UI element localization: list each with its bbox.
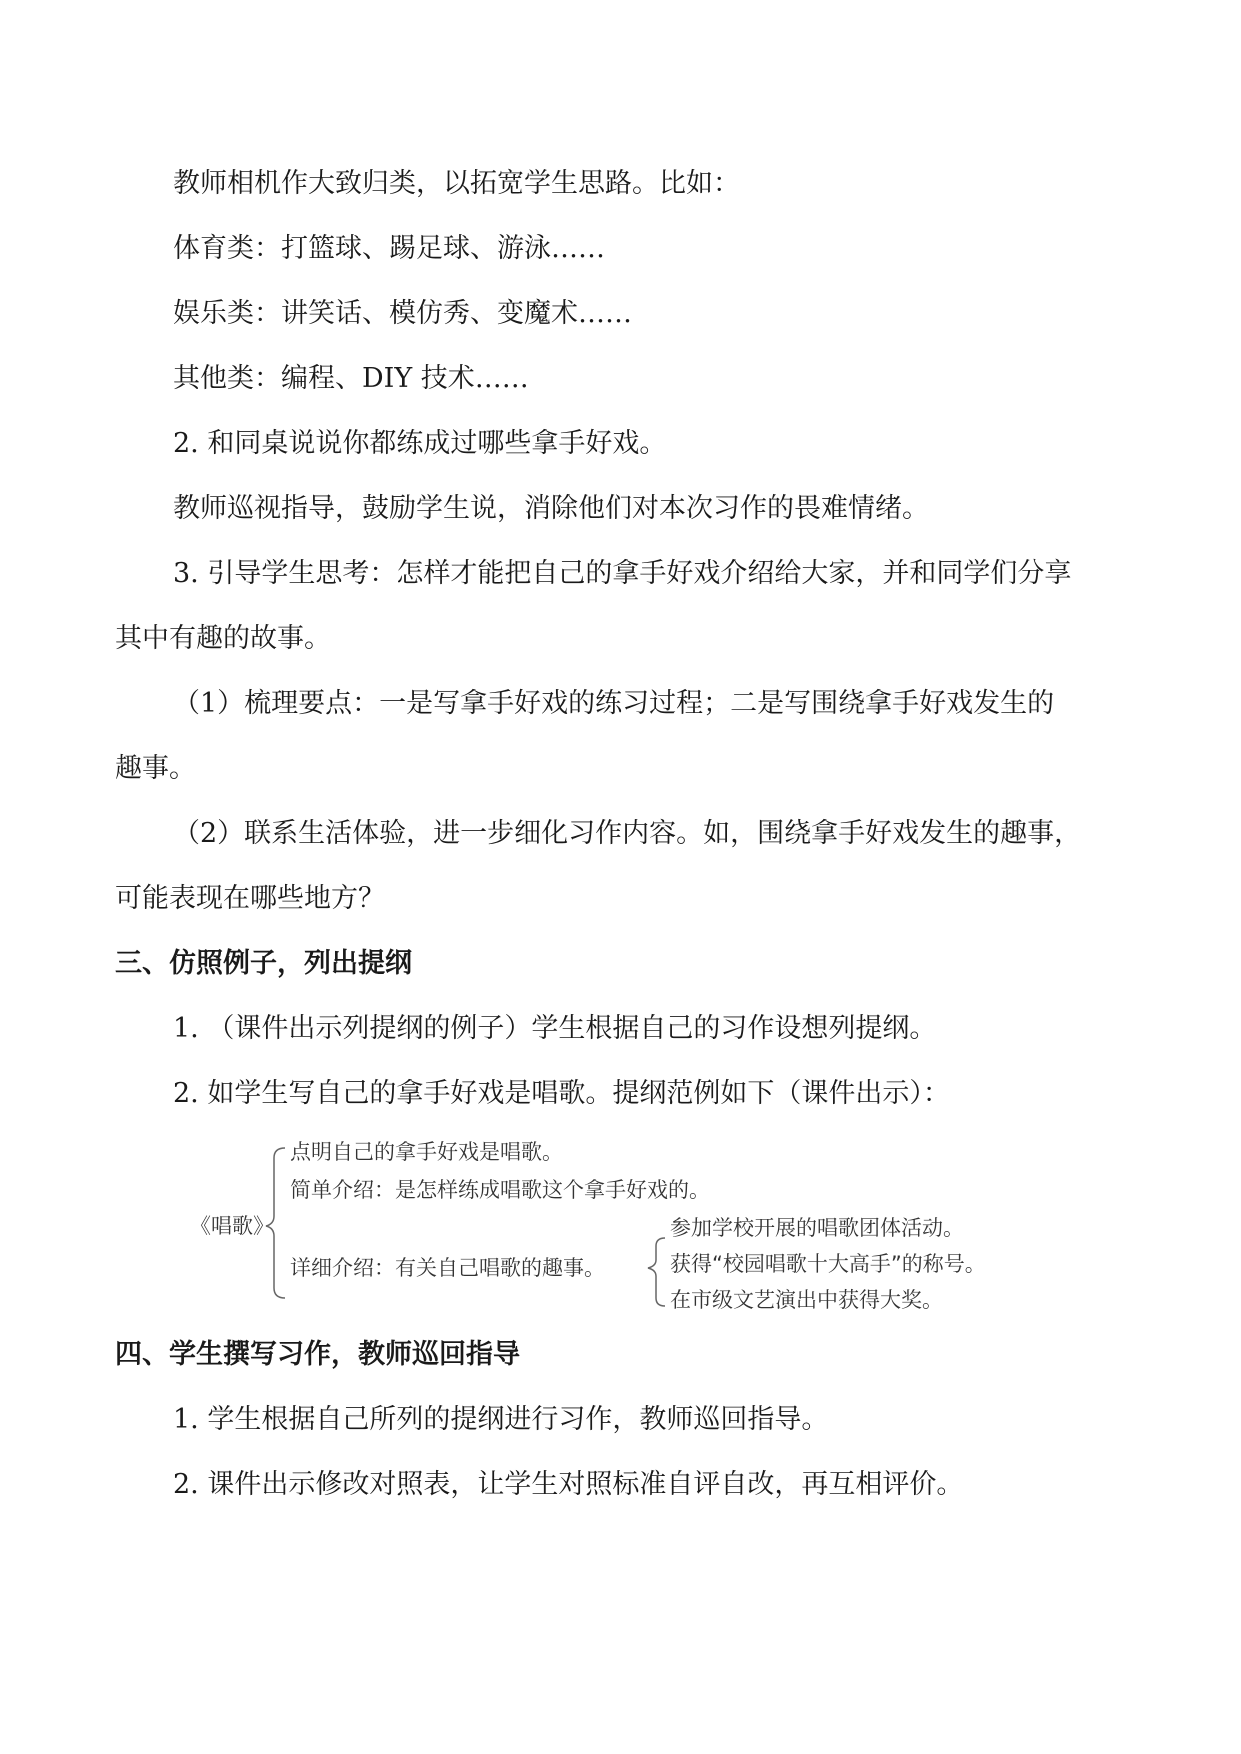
outline-diagram — [190, 1138, 1050, 1313]
paragraph: 1. （课件出示列提纲的例子）学生根据自己的习作设想列提纲。 — [173, 1013, 937, 1044]
outline-item: 点明自己的拿手好戏是唱歌。 — [290, 1140, 563, 1164]
outline-item: 详细介绍：有关自己唱歌的趣事。 — [290, 1256, 605, 1280]
paragraph: 体育类：打篮球、踢足球、游泳…… — [173, 233, 605, 264]
paragraph: 3. 引导学生思考：怎样才能把自己的拿手好戏介绍给大家，并和同学们分享 — [173, 558, 1072, 589]
paragraph: 趣事。 — [115, 753, 196, 784]
paragraph: 2. 和同桌说说你都练成过哪些拿手好戏。 — [173, 428, 667, 459]
outline-subitem: 在市级文艺演出中获得大奖。 — [670, 1288, 943, 1312]
section-heading-3: 三、仿照例子，列出提纲 — [115, 948, 412, 979]
paragraph: 可能表现在哪些地方？ — [115, 883, 385, 914]
paragraph: （1）梳理要点：一是写拿手好戏的练习过程；二是写围绕拿手好戏发生的 — [173, 688, 1055, 719]
outline-subitem: 参加学校开展的唱歌团体活动。 — [670, 1216, 964, 1240]
paragraph: 其中有趣的故事。 — [115, 623, 331, 654]
paragraph: 1. 学生根据自己所列的提纲进行习作，教师巡回指导。 — [173, 1404, 829, 1435]
paragraph: 教师相机作大致归类，以拓宽学生思路。比如： — [173, 168, 740, 199]
outline-subitem: 获得“校园唱歌十大高手”的称号。 — [670, 1252, 986, 1276]
paragraph: 2. 课件出示修改对照表，让学生对照标准自评自改，再互相评价。 — [173, 1469, 964, 1500]
paragraph: 2. 如学生写自己的拿手好戏是唱歌。提纲范例如下（课件出示）： — [173, 1078, 950, 1109]
paragraph: 娱乐类：讲笑话、模仿秀、变魔术…… — [173, 298, 632, 329]
paragraph: 其他类：编程、DIY 技术…… — [173, 363, 529, 394]
paragraph: （2）联系生活体验，进一步细化习作内容。如，围绕拿手好戏发生的趣事， — [173, 818, 1082, 849]
outline-title: 《唱歌》 — [190, 1214, 274, 1238]
paragraph: 教师巡视指导，鼓励学生说，消除他们对本次习作的畏难情绪。 — [173, 493, 929, 524]
outline-item: 简单介绍：是怎样练成唱歌这个拿手好戏的。 — [290, 1178, 710, 1202]
section-heading-4: 四、学生撰写习作，教师巡回指导 — [115, 1339, 520, 1370]
